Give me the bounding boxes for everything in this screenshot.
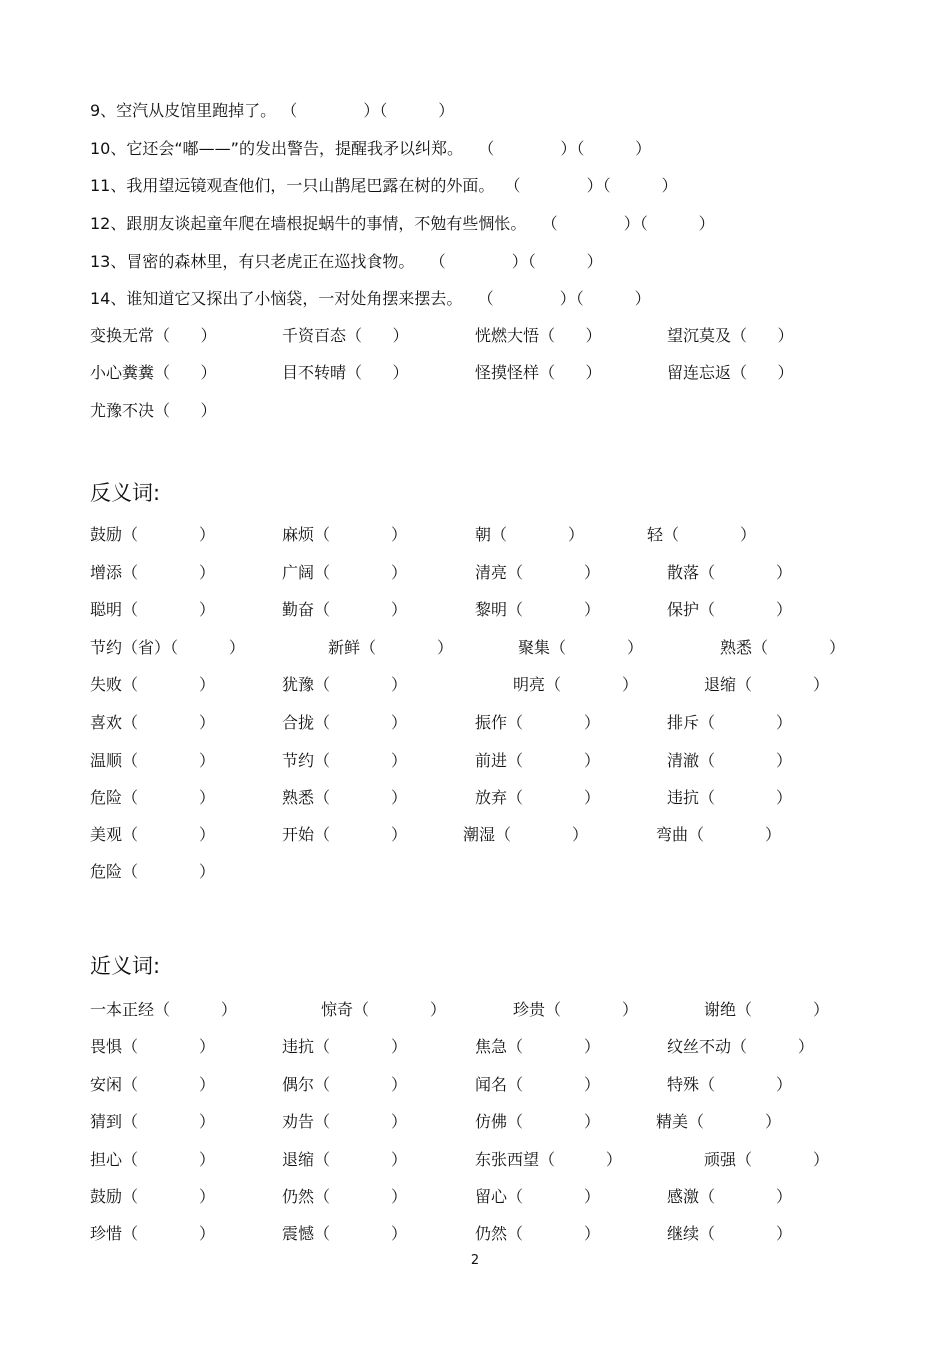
idiom-row: [90, 363, 930, 387]
antonym-item: 犹豫（ ）: [282, 675, 408, 694]
antonym-item: 熟悉（ ）: [282, 788, 408, 807]
synonym-item: 惊奇（ ）: [321, 1000, 447, 1019]
synonym-row: [90, 1075, 930, 1099]
synonym-item: 谢绝（ ）: [704, 1000, 830, 1019]
synonym-row: [90, 1187, 930, 1211]
synonym-row: [90, 1150, 930, 1174]
antonyms-heading: 反义词:: [90, 481, 161, 505]
antonym-item: 节约（ ）: [282, 751, 408, 770]
antonym-item: 危险（ ）: [90, 788, 216, 807]
antonym-row: [90, 675, 930, 699]
idiom-item: 怪摸怪样（ ）: [475, 363, 602, 382]
antonym-item: 明亮（ ）: [513, 675, 639, 694]
antonym-item: 广阔（ ）: [282, 563, 408, 582]
sentence-10: 10、它还会“嘟——”的发出警告，提醒我矛以纠郑。 （ ）（ ）: [90, 139, 652, 158]
synonym-item: 鼓励（ ）: [90, 1187, 216, 1206]
synonym-item: 特殊（ ）: [667, 1075, 793, 1094]
synonym-item: 继续（ ）: [667, 1224, 793, 1243]
antonym-item: 勤奋（ ）: [282, 600, 408, 619]
synonym-item: 感激（ ）: [667, 1187, 793, 1206]
page-number: 2: [470, 1253, 480, 1268]
antonym-item: 朝（ ）: [475, 525, 585, 544]
antonym-row: [90, 563, 930, 587]
synonym-item: 仍然（ ）: [475, 1224, 601, 1243]
synonym-row: [90, 1000, 930, 1024]
antonym-item: 麻烦（ ）: [282, 525, 408, 544]
antonym-item: 聪明（ ）: [90, 600, 216, 619]
antonym-item: 退缩（ ）: [704, 675, 830, 694]
antonym-item: 放弃（ ）: [475, 788, 601, 807]
synonym-item: 担心（ ）: [90, 1150, 216, 1169]
idiom-item: 留连忘返（ ）: [667, 363, 794, 382]
synonym-row: [90, 1037, 930, 1061]
antonym-row: [90, 788, 930, 812]
sentence-9: 9、空汽从皮馆里跑掉了。 （ ）（ ）: [90, 101, 455, 120]
synonym-item: 安闲（ ）: [90, 1075, 216, 1094]
antonym-row: [90, 525, 930, 549]
antonym-item: 违抗（ ）: [667, 788, 793, 807]
synonym-item: 顽强（ ）: [704, 1150, 830, 1169]
synonym-item: 仍然（ ）: [282, 1187, 408, 1206]
synonym-item: 退缩（ ）: [282, 1150, 408, 1169]
antonym-item: 清澈（ ）: [667, 751, 793, 770]
synonym-item: 珍惜（ ）: [90, 1224, 216, 1243]
synonym-item: 偶尔（ ）: [282, 1075, 408, 1094]
antonym-item: 清亮（ ）: [475, 563, 601, 582]
synonym-item: 东张西望（ ）: [475, 1150, 622, 1169]
antonym-item: 失败（ ）: [90, 675, 216, 694]
antonym-row: [90, 825, 930, 849]
antonym-item: 散落（ ）: [667, 563, 793, 582]
idiom-row: [90, 401, 930, 425]
antonym-item: 轻（ ）: [647, 525, 757, 544]
antonym-row: [90, 638, 930, 662]
antonym-item: 保护（ ）: [667, 600, 793, 619]
idiom-item: 望沉莫及（ ）: [667, 326, 794, 345]
synonym-item: 精美（ ）: [656, 1112, 782, 1131]
antonym-item: 鼓励（ ）: [90, 525, 216, 544]
antonym-item: 排斥（ ）: [667, 713, 793, 732]
antonym-item: 聚集（ ）: [518, 638, 644, 657]
synonym-item: 违抗（ ）: [282, 1037, 408, 1056]
synonym-item: 畏惧（ ）: [90, 1037, 216, 1056]
antonym-item: 熟悉（ ）: [720, 638, 846, 657]
idiom-item: 变换无常（ ）: [90, 326, 217, 345]
idiom-item: 小心糞糞（ ）: [90, 363, 217, 382]
synonym-row: [90, 1112, 930, 1136]
idiom-item: 千资百态（ ）: [282, 326, 409, 345]
antonym-item: 新鲜（ ）: [328, 638, 454, 657]
antonym-item: 振作（ ）: [475, 713, 601, 732]
antonym-row: [90, 751, 930, 775]
antonym-item: 增添（ ）: [90, 563, 216, 582]
idiom-row: [90, 326, 930, 350]
synonym-item: 一本正经（ ）: [90, 1000, 237, 1019]
synonym-item: 纹丝不动（ ）: [667, 1037, 814, 1056]
synonym-item: 焦急（ ）: [475, 1037, 601, 1056]
sentence-14: 14、谁知道它又探出了小恼袋，一对处角摆来摆去。 （ ）（ ）: [90, 289, 651, 308]
antonym-item: 美观（ ）: [90, 825, 216, 844]
synonym-item: 劝告（ ）: [282, 1112, 408, 1131]
antonym-item: 合拢（ ）: [282, 713, 408, 732]
antonym-row: [90, 862, 930, 886]
antonym-item: 潮湿（ ）: [463, 825, 589, 844]
antonym-item: 前进（ ）: [475, 751, 601, 770]
antonym-item: 喜欢（ ）: [90, 713, 216, 732]
idiom-item: 恍燃大悟（ ）: [475, 326, 602, 345]
antonym-row: [90, 713, 930, 737]
idiom-item: 目不转晴（ ）: [282, 363, 409, 382]
antonym-item: 温顺（ ）: [90, 751, 216, 770]
antonym-item: 节约（省）（ ）: [90, 638, 245, 657]
sentence-12: 12、跟朋友谈起童年爬在墙根捉蜗牛的事情，不勉有些惆怅。 （ ）（ ）: [90, 214, 715, 233]
synonyms-heading: 近义词:: [90, 954, 161, 978]
synonym-item: 珍贵（ ）: [513, 1000, 639, 1019]
sentence-13: 13、冒密的森林里，有只老虎正在巡找食物。 （ ）（ ）: [90, 252, 603, 271]
sentence-11: 11、我用望远镜观查他们，一只山鹊尾巴露在树的外面。 （ ）（ ）: [90, 176, 678, 195]
synonym-item: 留心（ ）: [475, 1187, 601, 1206]
antonym-item: 危险（ ）: [90, 862, 216, 881]
synonym-item: 震憾（ ）: [282, 1224, 408, 1243]
antonym-row: [90, 600, 930, 624]
synonym-item: 闻名（ ）: [475, 1075, 601, 1094]
synonym-item: 猜到（ ）: [90, 1112, 216, 1131]
synonym-item: 仿佛（ ）: [475, 1112, 601, 1131]
idiom-item: 尤豫不决（ ）: [90, 401, 217, 420]
antonym-item: 开始（ ）: [282, 825, 408, 844]
antonym-item: 黎明（ ）: [475, 600, 601, 619]
synonym-row: [90, 1224, 930, 1248]
antonym-item: 弯曲（ ）: [656, 825, 782, 844]
